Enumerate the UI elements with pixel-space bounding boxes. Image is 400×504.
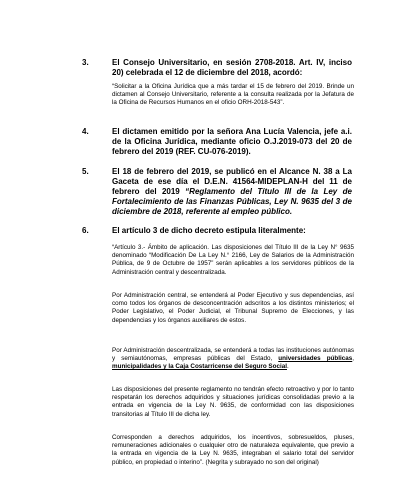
quote-text: Las disposiciones del presente reglamento no tendrán efecto retroactivo y por lo tanto respetarán los derechos adquiridos y situaciones jurídicas consolidadas previo a la entrada en vigencia de la Ley N. 9635, de conformidad con las disposiciones transitorias al Título III de dicha ley. (112, 386, 354, 418)
quote-block-solicitar: “Solicitar a la Oficina Jurídica que a más tardar el 15 de febrero del 2019. Brinde un dictamen al Consejo Universitario, referente a la consulta realizada por la Jefatura de la Oficina de Recursos Humanos en el oficio ORH-2018-543”. (112, 83, 354, 107)
quote-paragraph-1 (112, 244, 354, 277)
quote-text-plain: . (286, 363, 289, 371)
item-number: 3. (82, 58, 89, 67)
quote-text: “Artículo 3.- Ámbito de aplicación. Las disposiciones del Título III de la Ley N° 9635 denominado “Modificación De La Ley N.° 2166, Ley de Salarios de la Administración Pública, de 9 de Octubre de 1957” serán aplicables a los servidores públicos de la Administración central y descentralizada. (112, 244, 354, 276)
item-number: 5. (82, 167, 89, 176)
underlined-universidades: universidades públicas (278, 355, 353, 363)
quote-text-plain: , (352, 355, 354, 363)
quote-text-plain: Por Administración descentralizada, se entenderá a todas las instituciones autónomas y semiautónomas, empresas públicas del Estado, (112, 347, 354, 363)
item-text-italic: “Reglamento del Título III de la Ley de Fortalecimiento de las Finanzas Públicas, Ley N. 9635 del 3 de diciembre de 2018, referente al empleo público. (112, 187, 352, 216)
quote-paragraph-2 (112, 292, 354, 325)
underlined-municipalidades: municipalidades y la Caja Costarricense del Seguro Social (112, 363, 287, 371)
quote-text (112, 347, 354, 372)
quote-paragraph-4 (112, 386, 354, 419)
quote-text: Por Administración central, se entenderá al Poder Ejecutivo y sus dependencias, así como todos los órganos de desconcentración adscritos a los distintos ministerios; el Poder Legislativo, el Poder Judicial, el Tribunal Supremo de Elecciones, y las dependencias y los órganos auxiliares de estos. (112, 292, 354, 324)
item-text: El artículo 3 de dicho decreto estipula literalmente: (112, 226, 306, 235)
quote-text: Corresponden a derechos adquiridos, los incentivos, sobresueldos, pluses, remuneraciones adicionales o cualquier otro de naturaleza equivalente, que previo a la entrada en vigencia de la Ley N. 9635, integraban el salario total del servidor público, en propiedad o interino”. (Negrita y subrayado no son del original) (112, 434, 354, 466)
quote-paragraph-5 (112, 434, 354, 467)
quote-paragraph-3 (112, 347, 354, 372)
item-number: 6. (82, 226, 89, 235)
item-text: El Consejo Universitario, en sesión 2708-2018. Art. IV, inciso 20) celebrada el 12 de diciembre del 2018, acordó: (112, 58, 352, 77)
item-number: 4. (82, 127, 89, 136)
item-text-plain: El 18 de febrero del 2019, se publicó en el Alcance N. 38 a La Gaceta de ese día el D.E.N. 41564-MIDEPLAN-H del 11 de febrero del 2019 (112, 167, 352, 196)
item-text: El dictamen emitido por la señora Ana Lucía Valencia, jefe a.i. de la Oficina Jurídica, mediante oficio O.J.2019-073 del 20 de febrero del 2019 (REF. CU-076-2019). (112, 127, 352, 156)
item-text (112, 167, 352, 217)
